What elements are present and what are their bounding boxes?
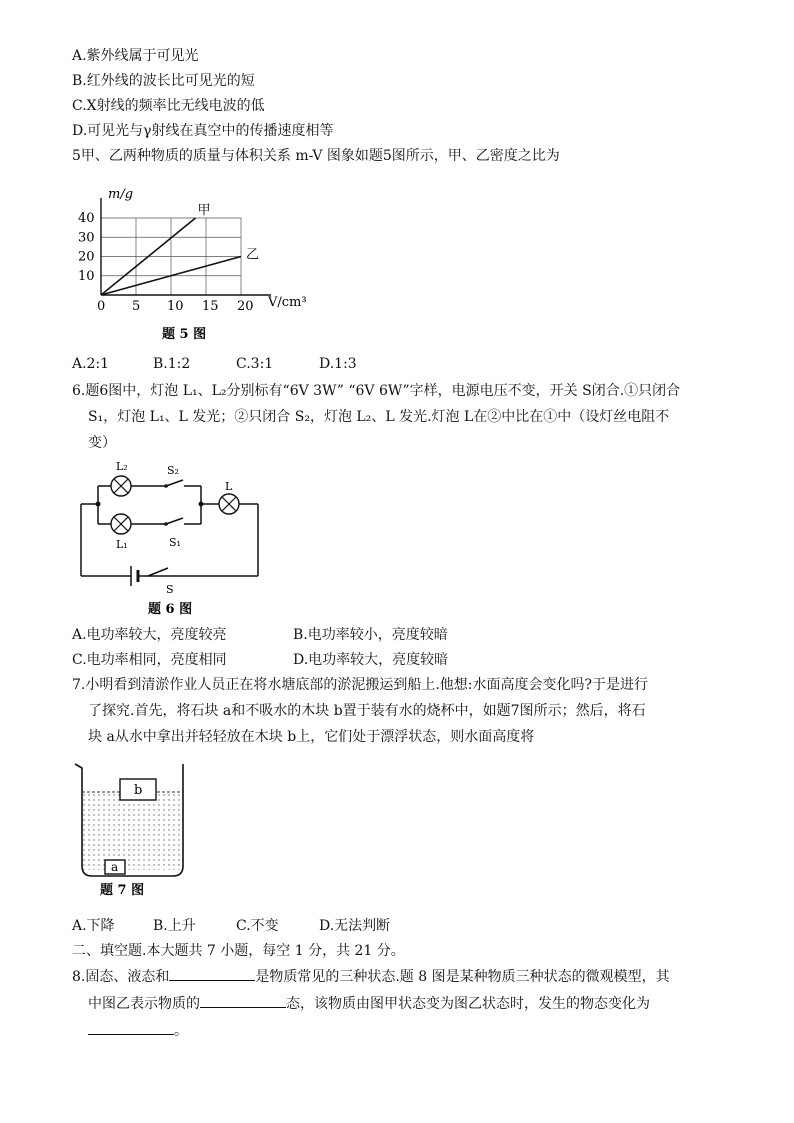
label-l: L xyxy=(225,480,233,493)
q6-option-a: A.电功率较大，亮度较亮 xyxy=(72,627,227,643)
q7-option-c: C.不变 xyxy=(236,918,279,934)
y-tick-label: 10 xyxy=(78,268,95,284)
q8-blank-1[interactable] xyxy=(169,966,255,981)
label-a: a xyxy=(111,860,119,874)
q6-option-d: D.电功率较大，亮度较暗 xyxy=(293,652,449,668)
q7-option-d: D.无法判断 xyxy=(319,918,391,934)
q5-figure-caption: 题 5 图 xyxy=(162,327,207,342)
q6-option-b: B.电功率较小，亮度较暗 xyxy=(293,627,448,643)
q4-option-a: A.紫外线属于可见光 xyxy=(72,48,199,64)
series-label-yi: 乙 xyxy=(246,247,260,263)
circuit-diagram xyxy=(76,456,276,620)
q6-option-c: C.电功率相同，亮度相同 xyxy=(72,652,227,668)
q5-option-d: D.1:3 xyxy=(319,356,357,372)
q5-option-b: B.1:2 xyxy=(153,356,191,372)
x-tick-label: 10 xyxy=(167,299,184,314)
q6-figure-caption: 题 6 图 xyxy=(148,602,193,617)
q6-stem-line1: 6.题6图中，灯泡 L₁、L₂分别标有“6V 3W” “6V 6W”字样，电源电压不变，开关 S闭合.①只闭合 xyxy=(72,383,681,399)
q8-blank-3[interactable] xyxy=(88,1020,174,1035)
q5-option-c: C.3:1 xyxy=(236,356,274,372)
label-l2: L₂ xyxy=(116,460,128,473)
q8-line3 xyxy=(88,1020,188,1041)
q4-option-d: D.可见光与γ射线在真空中的传播速度相等 xyxy=(72,123,334,139)
label-s2: S₂ xyxy=(167,464,179,477)
q4-option-b: B.红外线的波长比可见光的短 xyxy=(72,73,255,89)
q8-line1 xyxy=(72,966,670,987)
y-axis-label: m/g xyxy=(108,187,134,202)
label-b: b xyxy=(134,783,143,798)
q6-stem-line3: 变） xyxy=(88,435,116,451)
y-tick-label: 40 xyxy=(78,211,95,226)
label-s1: S₁ xyxy=(169,536,181,549)
x-tick-label: 20 xyxy=(237,299,254,314)
mv-chart xyxy=(76,186,336,346)
chart-grid xyxy=(101,218,241,295)
battery-icon xyxy=(131,566,148,586)
q5-stem: 5甲、乙两种物质的质量与体积关系 m-V 图象如题5图所示，甲、乙密度之比为 xyxy=(72,148,560,164)
q7-stem-line2: 了探究.首先，将石块 a和不吸水的木块 b置于装有水的烧杯中，如题7图所示；然后，将石 xyxy=(88,703,646,719)
q8-line2 xyxy=(88,993,650,1014)
x-tick-label: 15 xyxy=(202,299,219,314)
label-s: S xyxy=(166,583,174,596)
q8-text-5: 。 xyxy=(174,1023,188,1039)
x-axis-label: V/cm³ xyxy=(268,295,307,310)
q4-option-c: C.X射线的频率比无线电波的低 xyxy=(72,98,265,114)
q7-option-a: A.下降 xyxy=(72,918,115,934)
q5-option-a: A.2:1 xyxy=(72,356,110,372)
label-l1: L₁ xyxy=(116,538,128,551)
beaker-diagram xyxy=(72,758,242,903)
chart-axes xyxy=(101,198,271,295)
q7-stem-line1: 7.小明看到清淤作业人员正在将水塘底部的淤泥搬运到船上.他想:水面高度会变化吗?于是进行 xyxy=(72,677,649,693)
q8-text-4: 态，该物质由图甲状态变为图乙状态时，发生的物态变化为 xyxy=(286,996,650,1012)
q6-stem-line2: S₁，灯泡 L₁、L 发光；②只闭合 S₂，灯泡 L₂、L 发光.灯泡 L在②中比在①中（设灯丝电阻不 xyxy=(88,409,670,425)
q7-stem-line3: 块 a从水中拿出并轻轻放在木块 b上，它们处于漂浮状态，则水面高度将 xyxy=(88,729,535,745)
q8-text-2: 是物质常见的三种状态.题 8 图是某种物质三种状态的微观模型，其 xyxy=(255,969,670,985)
x-tick-label: 0 xyxy=(97,299,106,314)
y-tick-label: 30 xyxy=(78,230,95,246)
y-tick-label: 20 xyxy=(78,249,95,265)
q7-figure-caption: 题 7 图 xyxy=(100,883,145,898)
section2-heading: 二、填空题.本大题共 7 小题，每空 1 分，共 21 分。 xyxy=(72,943,405,959)
q8-blank-2[interactable] xyxy=(200,993,286,1008)
water xyxy=(82,792,183,870)
x-tick-label: 5 xyxy=(132,299,141,314)
q8-text-1: 8.固态、液态和 xyxy=(72,969,170,985)
q8-text-3: 中图乙表示物质的 xyxy=(88,996,200,1012)
q7-option-b: B.上升 xyxy=(153,918,196,934)
series-label-jia: 甲 xyxy=(197,203,211,218)
